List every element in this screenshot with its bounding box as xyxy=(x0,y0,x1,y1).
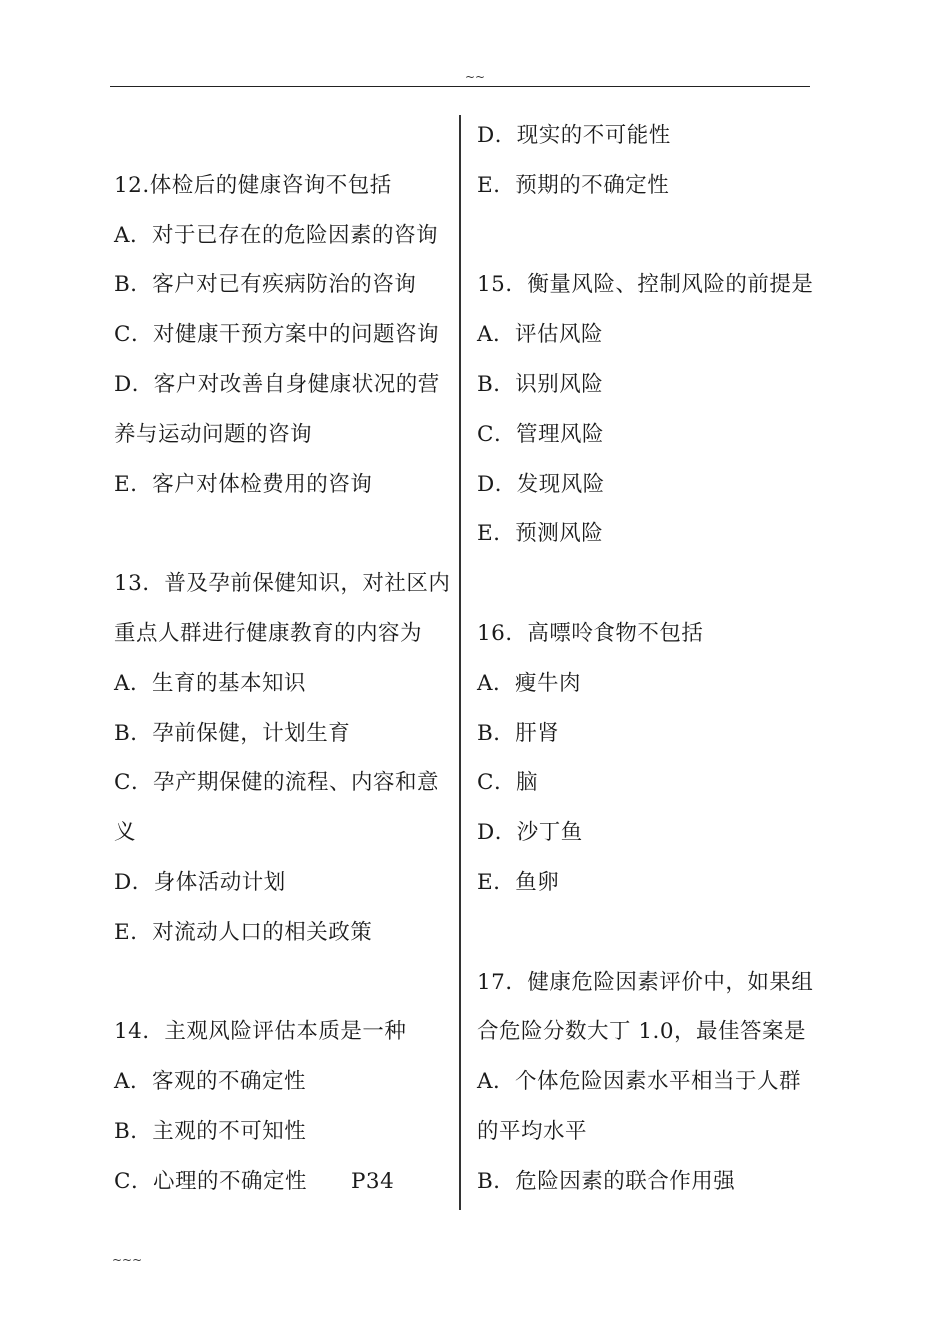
q13-option-c: C．孕产期保健的流程、内容和意 xyxy=(114,770,439,796)
q15-option-b: B．识别风险 xyxy=(477,371,604,397)
q16-option-e: E．鱼卵 xyxy=(477,869,560,895)
column-divider xyxy=(459,115,461,1210)
q17-stem: 17．健康危险因素评价中，如果组 xyxy=(477,969,814,995)
q17-stem-cont: 合危险分数大丁 1.0，最佳答案是 xyxy=(477,1019,807,1045)
q12-option-d-cont: 养与运动问题的咨询 xyxy=(114,421,313,447)
header-rule xyxy=(110,86,810,87)
q15-stem: 15．衡量风险、控制风险的前提是 xyxy=(477,272,814,298)
q14-option-b: B．主观的不可知性 xyxy=(114,1118,307,1144)
footer-mark: ~~~ xyxy=(112,1253,143,1267)
spacer xyxy=(114,111,454,161)
spacer xyxy=(477,908,817,958)
spacer xyxy=(477,211,817,261)
spacer xyxy=(114,958,454,1008)
q13-option-a: A．生育的基本知识 xyxy=(114,670,307,696)
q16-option-b: B．肝肾 xyxy=(477,720,560,746)
q14-option-a: A．客观的不确定性 xyxy=(114,1069,307,1095)
spacer xyxy=(114,509,454,559)
q16-option-d: D．沙丁鱼 xyxy=(477,820,583,846)
right-column xyxy=(477,111,817,1207)
q17-option-b: B．危险因素的联合作用强 xyxy=(477,1168,736,1194)
q13-stem-cont: 重点人群进行健康教育的内容为 xyxy=(114,620,423,646)
q15-option-d: D．发现风险 xyxy=(477,471,605,497)
q13-option-c-cont: 义 xyxy=(114,820,137,846)
header-mark: ~~ xyxy=(464,70,486,84)
q17-option-a-cont: 的平均水平 xyxy=(477,1118,588,1144)
left-column xyxy=(114,111,454,1207)
q14-option-e: E．预期的不确定性 xyxy=(477,172,670,198)
q14-stem: 14．主观风险评估本质是一种 xyxy=(114,1019,407,1045)
spacer xyxy=(477,559,817,609)
q12-option-d: D．客户对改善自身健康状况的营 xyxy=(114,371,440,397)
q12-option-e: E．客户对体检费用的咨询 xyxy=(114,471,373,497)
q12-option-b: B．客户对已有疾病防治的咨询 xyxy=(114,272,417,298)
q13-option-d: D．身体活动计划 xyxy=(114,869,286,895)
q17-option-a: A．个体危险因素水平相当于人群 xyxy=(477,1069,802,1095)
q13-option-b: B．孕前保健，计划生育 xyxy=(114,720,351,746)
q12-option-a: A．对于已存在的危险因素的咨询 xyxy=(114,222,439,248)
q16-option-c: C．脑 xyxy=(477,770,538,796)
q15-option-c: C．管理风险 xyxy=(477,421,604,447)
q15-option-e: E．预测风险 xyxy=(477,521,604,547)
q12-option-c: C．对健康干预方案中的问题咨询 xyxy=(114,322,439,348)
q16-stem: 16．高嘌呤食物不包括 xyxy=(477,620,704,646)
q14-option-d: D．现实的不可能性 xyxy=(477,123,671,148)
q13-option-e: E．对流动人口的相关政策 xyxy=(114,919,373,945)
q12-stem: 12.体检后的健康咨询不包括 xyxy=(114,172,392,198)
q13-stem: 13．普及孕前保健知识，对社区内 xyxy=(114,571,451,597)
q16-option-a: A．瘦牛肉 xyxy=(477,670,582,696)
q15-option-a: A．评估风险 xyxy=(477,322,604,348)
q14-option-c: C．心理的不确定性 P34 xyxy=(114,1168,395,1194)
